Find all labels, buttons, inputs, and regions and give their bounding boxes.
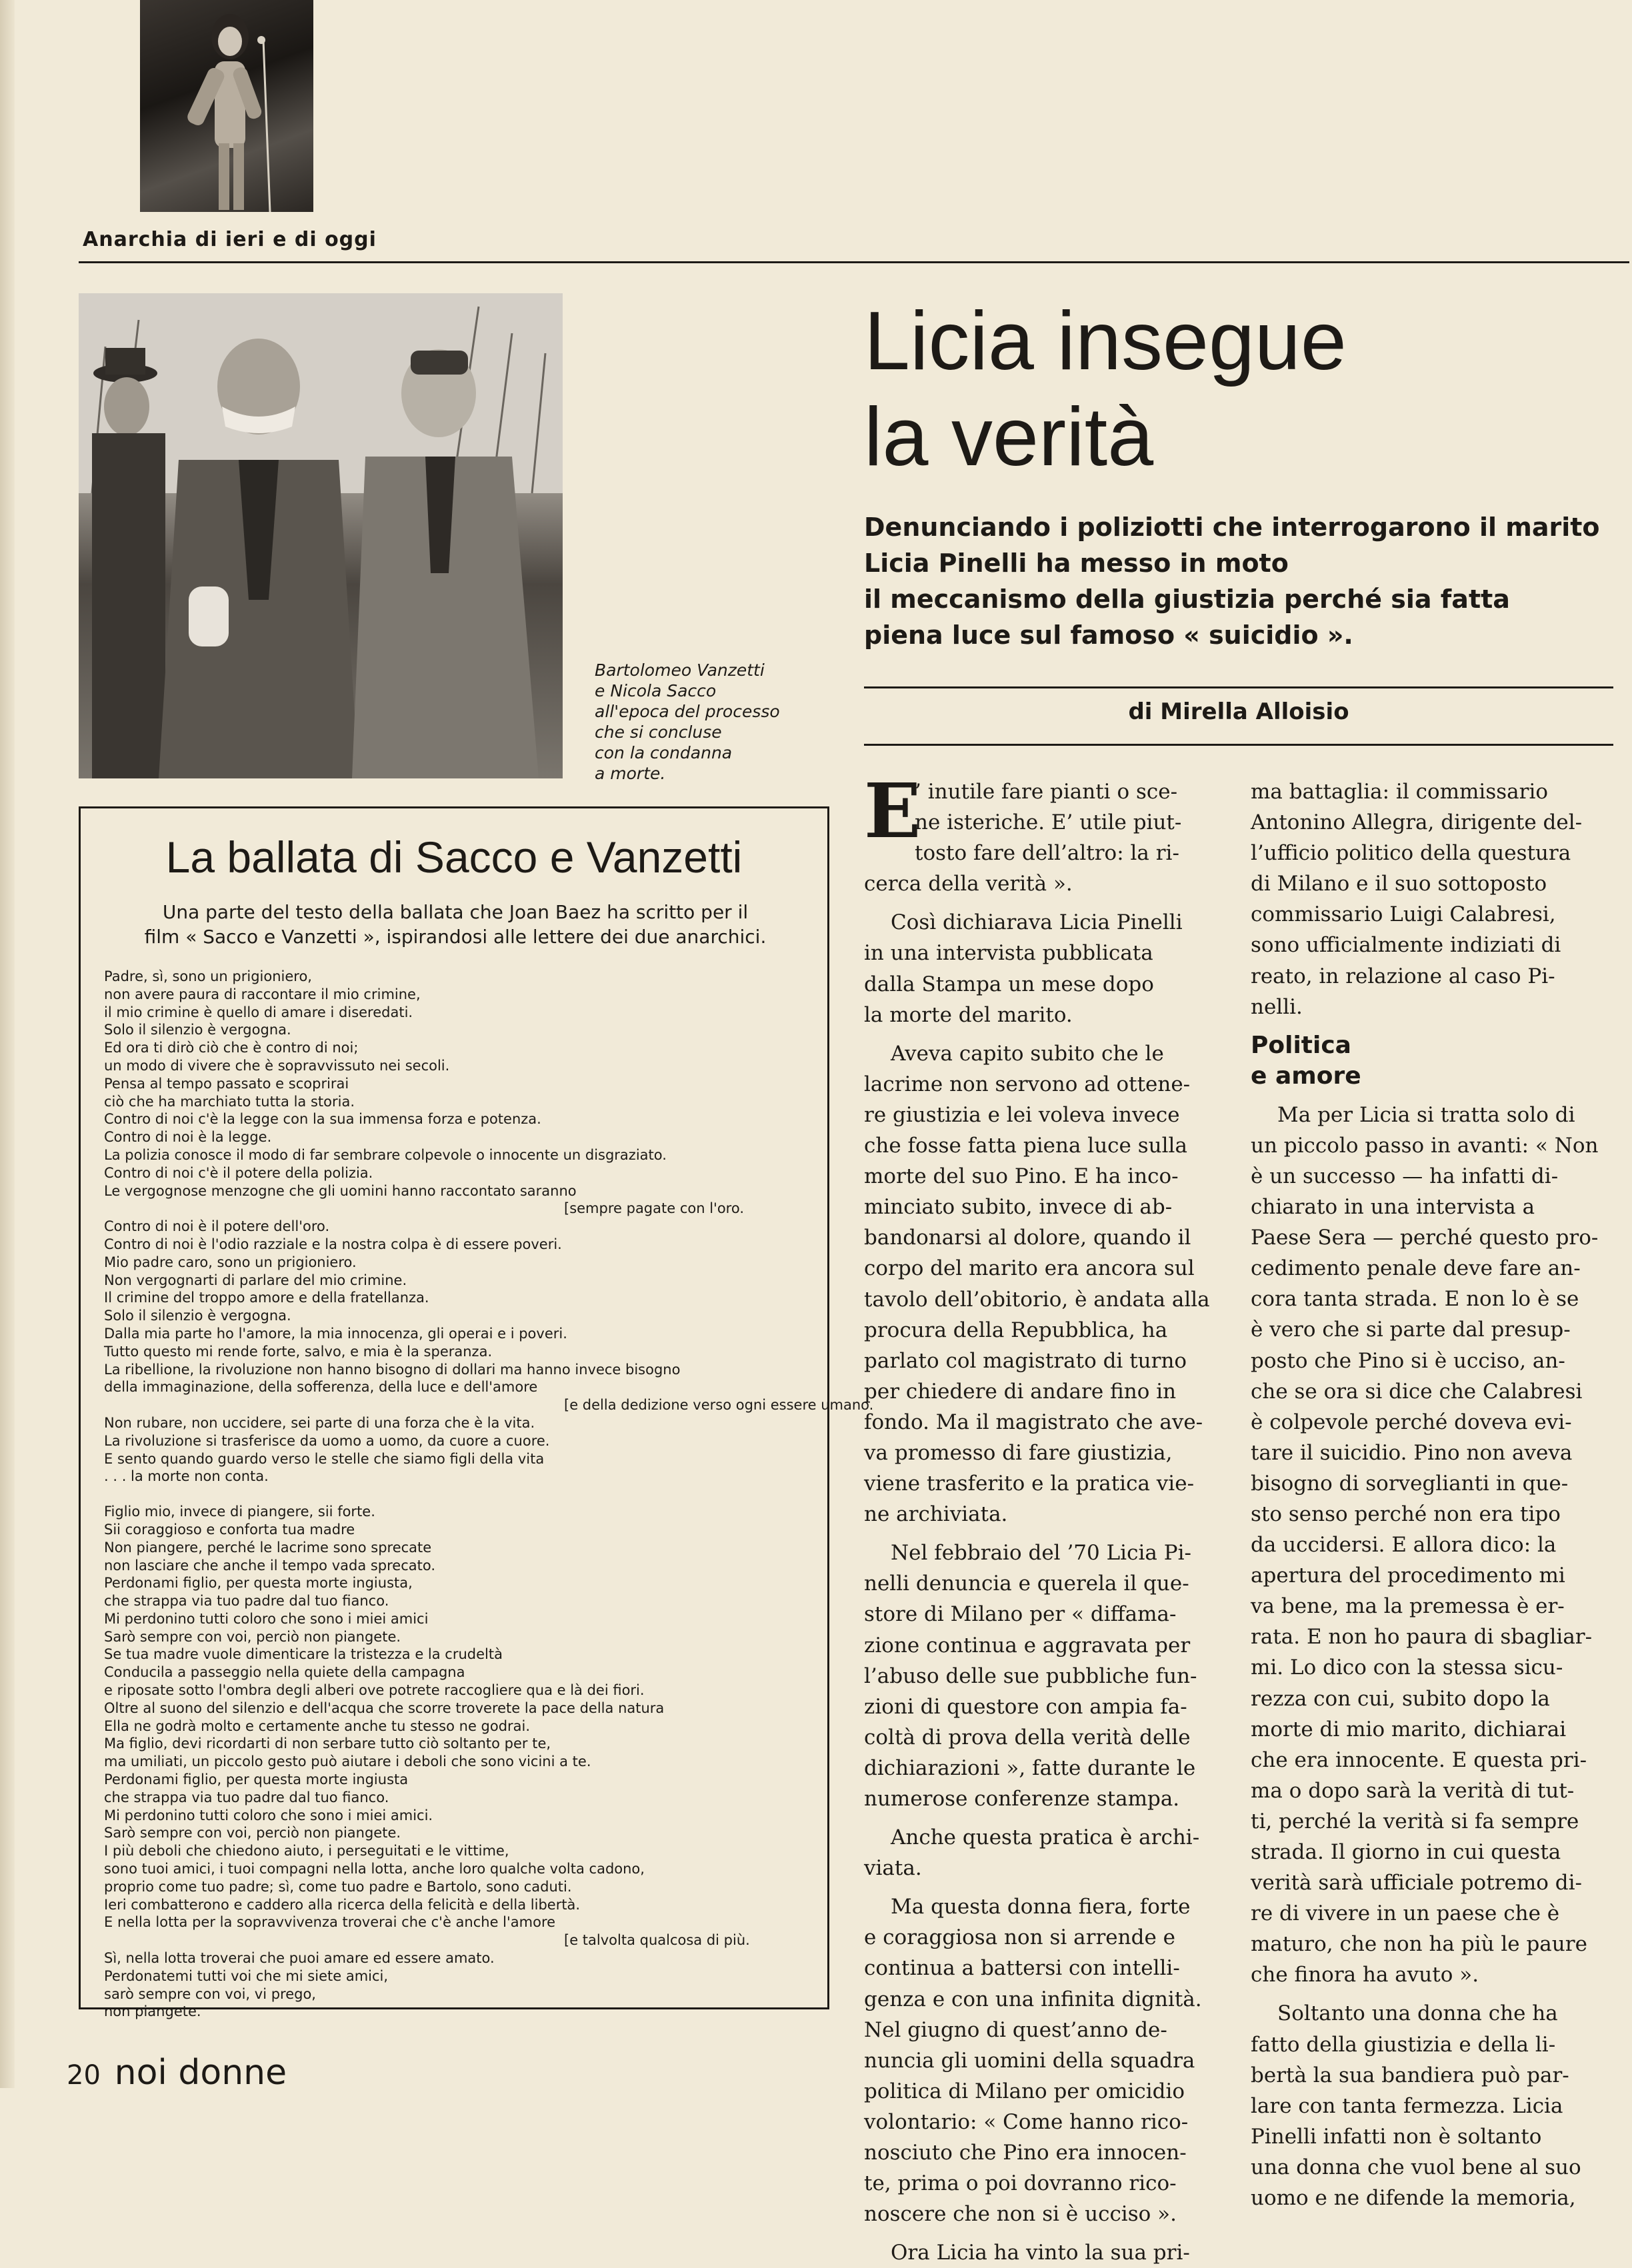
body-line: numerose conferenze stampa. [864, 1787, 1180, 1811]
byline-rule-bottom [864, 744, 1613, 746]
body-line: ’ inutile fare pianti o sce- [915, 780, 1178, 804]
body-line: ne archiviata. [864, 1502, 1008, 1527]
body-line: volontario: « Come hanno rico- [864, 2109, 1189, 2134]
page-footer [67, 2053, 287, 2093]
deck-line: piena luce sul famoso « suicidio ». [864, 620, 1353, 650]
body-line: ma battaglia: il commissario [1251, 780, 1549, 804]
body-line: viata. [864, 1856, 922, 1881]
body-line: che finora ha avuto ». [1251, 1963, 1479, 1987]
body-line: lacrime non servono ad ottene- [864, 1072, 1191, 1096]
body-line: cedimento penale deve fare an- [1251, 1256, 1581, 1281]
body-line: rezza con cui, subito dopo la [1251, 1686, 1550, 1711]
body-line: commissario Luigi Calabresi, [1251, 902, 1556, 927]
body-line: Ma questa donna fiera, forte [891, 1895, 1191, 1919]
verse-line: ma umiliati, un piccolo gesto può aiutare i deboli che sono vicini a te. [104, 1753, 591, 1770]
body-line: re giustizia e lei voleva invece [864, 1102, 1180, 1127]
body-line: nelli denuncia e querela il que- [864, 1572, 1189, 1596]
verse-line: Mio padre caro, sono un prigioniero. [104, 1254, 357, 1270]
paragraph-gap [1251, 1022, 1624, 1030]
verse-line: ciò che ha marchiato tutta la storia. [104, 1093, 355, 1110]
deck-line: Denunciando i poliziotti che interrogarono il marito [864, 513, 1600, 542]
verse-line: Solo il silenzio è vergogna. [104, 1022, 291, 1038]
paragraph-gap [864, 1030, 1237, 1038]
verse-line: Padre, sì, sono un prigioniero, [104, 968, 312, 984]
body-line: fondo. Ma il magistrato che ave- [864, 1410, 1203, 1434]
paragraph-gap [864, 2229, 1237, 2237]
verse-line: Oltre al suono del silenzio e dell'acqua che scorre troverete la pace della natura [104, 1700, 665, 1716]
stanza-gap [104, 1486, 812, 1503]
body-line: reato, in relazione al caso Pi- [1251, 964, 1555, 988]
subhead-line: Politica [1251, 1031, 1351, 1059]
verse-line: La rivoluzione si trasferisce da uomo a uomo, da cuore a cuore. [104, 1432, 550, 1449]
verse-line: Ma figlio, devi ricordarti di non serbare tutto ciò soltanto per te, [104, 1735, 551, 1752]
verse-line: E nella lotta per la sopravvivenza troverai che c'è anche l'amore [104, 1914, 556, 1931]
body-line: va promesso di fare giustizia, [864, 1440, 1173, 1465]
body-line: morte del suo Pino. E ha inco- [864, 1164, 1179, 1189]
caption-line: e Nicola Sacco [595, 681, 717, 700]
body-line: da uccidersi. E allora dico: la [1251, 1533, 1557, 1558]
verse-line: [sempre pagate con l'oro. [564, 1200, 744, 1217]
verse-line: Tutto questo mi rende forte, salvo, e mia è la speranza. [104, 1343, 493, 1360]
verse-line: Se tua madre vuole dimenticare la tristezza e la crudeltà [104, 1646, 503, 1663]
verse-line: Sì, nella lotta troverai che puoi amare ed essere amato. [104, 1950, 495, 1967]
body-line: Paese Sera — perché questo pro- [1251, 1226, 1599, 1250]
verse-line: sarò sempre con voi, vi prego, [104, 1985, 316, 2002]
body-line: lare con tanta fermezza. Licia [1251, 2093, 1563, 2118]
singer-photo-drawing [140, 0, 313, 212]
verse-line: Dalla mia parte ho l'amore, la mia innocenza, gli operai e i poveri. [104, 1325, 567, 1342]
verse-line: Non vergognarti di parlare del mio crimine. [104, 1272, 407, 1288]
verse-line: Ella ne godrà molto e certamente anche tu stesso ne godrai. [104, 1717, 531, 1734]
verse-line: il mio crimine è quello di amare i diseredati. [104, 1004, 413, 1020]
byline: di Mirella Alloisio [1128, 698, 1349, 725]
verse-line: Pensa al tempo passato e scoprirai [104, 1075, 349, 1092]
verse-line: Contro di noi è la legge. [104, 1129, 272, 1146]
caption-line: all'epoca del processo [595, 702, 780, 721]
body-line: minciato subito, invece di ab- [864, 1195, 1173, 1220]
verse-line: La polizia conosce il modo di far sembrare colpevole o innocente un disgraziato. [104, 1146, 667, 1163]
verse-line: Le vergognose menzogne che gli uomini hanno raccontato saranno [104, 1182, 577, 1199]
verse-line: E sento quando guardo verso le stelle che siamo figli della vita [104, 1450, 545, 1467]
body-line: è un successo — ha infatti di- [1251, 1164, 1559, 1188]
body-line: uomo e ne difende la memoria, [1251, 2186, 1576, 2211]
verse-line: Ieri combatterono e caddero alla ricerca della felicità e della libertà. [104, 1896, 581, 1913]
verse-line: Solo il silenzio è vergogna. [104, 1308, 291, 1324]
verse-line: proprio come tuo padre; sì, come tuo padre e Bartolo, sono caduti. [104, 1878, 572, 1895]
verse-line: Ed ora ti dirò ciò che è contro di noi; [104, 1040, 359, 1056]
verse-line: Mi perdonino tutti coloro che sono i miei amici [104, 1610, 429, 1627]
body-line: continua a battersi con intelli- [864, 1956, 1180, 1981]
body-line: store di Milano per « diffama- [864, 1602, 1177, 1627]
ballad-title: La ballata di Sacco e Vanzetti [165, 832, 743, 882]
body-line: nosciuto che Pino era innocen- [864, 2141, 1187, 2165]
body-line: ne isteriche. E’ utile piut- [915, 810, 1182, 835]
ballad-intro-line: film « Sacco e Vanzetti », ispirandosi alle lettere dei due anarchici. [144, 926, 767, 948]
caption-line: a morte. [595, 764, 666, 783]
article-column-1 [864, 768, 1237, 2268]
verse-line: [e talvolta qualcosa di più. [564, 1932, 750, 1949]
verse-line: Perdonami figlio, per questa morte ingiusta, [104, 1575, 413, 1592]
verse-line: Contro di noi è il potere dell'oro. [104, 1218, 330, 1235]
verse-line: Sarò sempre con voi, perciò non piangete. [104, 1825, 401, 1841]
body-line: che se ora si dice che Calabresi [1251, 1379, 1583, 1404]
body-line: tavolo dell’obitorio, è andata alla [864, 1287, 1210, 1312]
headline-line: Licia insegue [864, 295, 1347, 387]
body-line: apertura del procedimento mi [1251, 1564, 1565, 1588]
deck [864, 509, 1611, 653]
body-line: cora tanta strada. E non lo è se [1251, 1287, 1579, 1312]
body-line: ma o dopo sarà la verità di tut- [1251, 1778, 1575, 1803]
body-line: di Milano e il suo sottoposto [1251, 872, 1547, 896]
body-line: nuncia gli uomini della squadra [864, 2048, 1195, 2073]
paragraph-gap [864, 1883, 1237, 1891]
body-line: bertà la sua bandiera può par- [1251, 2063, 1569, 2087]
singer-photo [140, 0, 313, 212]
ballad-intro-line: Una parte del testo della ballata che Joan Baez ha scritto per il [162, 901, 749, 923]
verse-line: Figlio mio, invece di piangere, sii forte. [104, 1504, 375, 1520]
verse-line: Mi perdonino tutti coloro che sono i miei amici. [104, 1807, 433, 1823]
body-line: Così dichiarava Licia Pinelli [891, 910, 1183, 935]
verse-line: . . . la morte non conta. [104, 1468, 269, 1485]
body-line: la morte del marito. [864, 1002, 1073, 1027]
body-line: Nel giugno di quest’anno de- [864, 2017, 1167, 2042]
paragraph-gap [1251, 1092, 1624, 1100]
body-line: genza e con una infinita dignità. [864, 1987, 1202, 2011]
body-line: coltà di prova della verità delle [864, 1725, 1191, 1749]
body-line: l’ufficio politico della questura [1251, 841, 1571, 866]
body-line: mi. Lo dico con la stessa sicu- [1251, 1656, 1563, 1680]
body-line: viene trasferito e la pratica vie- [864, 1472, 1195, 1496]
body-line: politica di Milano per omicidio [864, 2079, 1185, 2103]
body-line: sto senso perché non era tipo [1251, 1502, 1561, 1526]
paragraph-gap [864, 899, 1237, 907]
body-line: bandonarsi al dolore, quando il [864, 1226, 1191, 1250]
verse-line: Contro di noi c'è la legge con la sua immensa forza e potenza. [104, 1111, 541, 1128]
body-line: che fosse fatta piena luce sulla [864, 1134, 1187, 1158]
deck-line: il meccanismo della giustizia perché sia fatta [864, 584, 1510, 614]
verse-line: non lasciare che anche il tempo vada sprecato. [104, 1557, 436, 1574]
body-line: tosto fare dell’altro: la ri- [915, 841, 1179, 866]
body-line: verità sarà ufficiale potremo di- [1251, 1871, 1582, 1895]
body-line: Aveva capito subito che le [891, 1041, 1164, 1066]
body-line: in una intervista pubblicata [864, 941, 1153, 966]
verse-line: non piangete. [104, 2003, 201, 2020]
byline-rule-top [864, 686, 1613, 688]
drop-cap: E [864, 768, 921, 855]
body-line: una donna che vuol bene al suo [1251, 2155, 1581, 2179]
body-line: per chiedere di andare fino in [864, 1379, 1177, 1404]
verse-line: che strappa via tuo padre dal tuo fianco. [104, 1789, 389, 1805]
body-line: fatto della giustizia e della li- [1251, 2032, 1556, 2057]
verse-line: Non rubare, non uccidere, sei parte di una forza che è la vita. [104, 1414, 535, 1431]
subhead-line: e amore [1251, 1062, 1361, 1090]
deck-line: Licia Pinelli ha messo in moto [864, 549, 1289, 578]
ballad-verses [104, 968, 874, 2021]
body-line: cerca della verità ». [864, 872, 1073, 896]
paragraph-gap [864, 1814, 1237, 1822]
caption-line: Bartolomeo Vanzetti [595, 660, 765, 680]
body-line: zione continua e aggravata per [864, 1633, 1191, 1658]
verse-line: un modo di vivere che è sopravvissuto nei secoli. [104, 1057, 450, 1074]
ballad-intro [99, 900, 812, 949]
verse-line: Perdonatemi tutti voi che mi siete amici, [104, 1967, 389, 1984]
page-number: 20 [67, 2060, 101, 2091]
body-line: un piccolo passo in avanti: « Non [1251, 1133, 1599, 1158]
body-line: morte di mio marito, dichiarai [1251, 1717, 1567, 1741]
body-line: rata. E non ho paura di sbagliar- [1251, 1625, 1593, 1650]
verse-line: [e della dedizione verso ogni essere umano. [564, 1397, 874, 1414]
verse-line: Conducila a passeggio nella quiete della campagna [104, 1664, 465, 1681]
body-line: tare il suicidio. Pino non aveva [1251, 1440, 1573, 1465]
verse-line: e riposate sotto l'ombra degli alberi ove potrete raccogliere qua e là dei fiori. [104, 1682, 645, 1699]
body-line: Antonino Allegra, dirigente del- [1251, 810, 1583, 835]
body-line: dalla Stampa un mese dopo [864, 972, 1154, 996]
body-line: parlato col magistrato di turno [864, 1348, 1187, 1373]
body-line: nelli. [1251, 994, 1303, 1019]
body-line: Ora Licia ha vinto la sua pri- [891, 2241, 1190, 2265]
verse-line: sono tuoi amici, i tuoi compagni nella lotta, anche loro qualche volta cadono, [104, 1861, 645, 1877]
body-line: è vero che si parte dal presup- [1251, 1318, 1571, 1342]
verse-line: I più deboli che chiedono aiuto, i perseguitati e le vittime, [104, 1843, 509, 1859]
body-line: noscere che non si è ucciso ». [864, 2202, 1177, 2227]
sacco-vanzetti-photo [79, 293, 563, 778]
body-line: Ma per Licia si tratta solo di [1277, 1102, 1575, 1127]
body-line: sono ufficialmente indiziati di [1251, 933, 1561, 958]
body-line: re di vivere in un paese che è [1251, 1901, 1560, 1926]
verse-line: La ribellione, la rivoluzione non hanno bisogno di dollari ma hanno invece bisogno [104, 1361, 681, 1378]
paragraph-gap [864, 1530, 1237, 1538]
body-line: zioni di questore con ampia fa- [864, 1694, 1187, 1719]
page-edge [0, 0, 15, 2088]
body-line: bisogno di sorveglianti in que- [1251, 1471, 1569, 1496]
body-line: Nel febbraio del ’70 Licia Pi- [891, 1541, 1191, 1566]
verse-line: non avere paura di raccontare il mio crimine, [104, 986, 421, 1002]
verse-line: Il crimine del troppo amore e della fratellanza. [104, 1290, 429, 1306]
headline-line: la verità [864, 391, 1154, 483]
body-line: ti, perché la verità si fa sempre [1251, 1809, 1579, 1833]
body-line: corpo del marito era ancora sul [864, 1256, 1195, 1281]
body-line: e coraggiosa non si arrende e [864, 1925, 1175, 1950]
caption-line: che si concluse [595, 722, 722, 742]
body-line: procura della Repubblica, ha [864, 1318, 1168, 1342]
caption-line: con la condanna [595, 743, 733, 762]
section-rule [79, 261, 1629, 263]
verse-line: Sarò sempre con voi, perciò non piangete. [104, 1628, 401, 1645]
body-line: strada. Il giorno in cui questa [1251, 1840, 1561, 1864]
body-line: che era innocente. E questa pri- [1251, 1747, 1587, 1772]
body-line: chiarato in una intervista a [1251, 1195, 1535, 1220]
section-label: Anarchia di ieri e di oggi [83, 228, 377, 251]
paragraph-gap [1251, 1990, 1624, 1998]
verse-line: che strappa via tuo padre dal tuo fianco. [104, 1593, 389, 1610]
article-column-2 [1251, 776, 1624, 2213]
body-line: Soltanto una donna che ha [1277, 2001, 1558, 2026]
body-line: dichiarazioni », fatte durante le [864, 1755, 1196, 1780]
sacco-vanzetti-photo-drawing [79, 293, 563, 778]
magazine-name: noi donne [114, 2053, 287, 2093]
body-line: l’abuso delle sue pubbliche fun- [864, 1664, 1197, 1688]
verse-line: Contro di noi c'è il potere della polizia. [104, 1164, 373, 1181]
photo-caption [595, 660, 795, 784]
body-line: è colpevole perché doveva evi- [1251, 1410, 1572, 1434]
body-line: posto che Pino si è ucciso, an- [1251, 1348, 1565, 1373]
body-line: Pinelli infatti non è soltanto [1251, 2124, 1542, 2149]
verse-line: Contro di noi è l'odio razziale e la nostra colpa è di essere poveri. [104, 1236, 562, 1252]
body-line: va bene, ma la premessa è er- [1251, 1594, 1565, 1619]
verse-line: Sii coraggioso e conforta tua madre [104, 1521, 355, 1538]
body-line: Anche questa pratica è archi- [891, 1825, 1200, 1850]
verse-line: Non piangere, perché le lacrime sono sprecate [104, 1539, 432, 1556]
verse-line: Perdonami figlio, per questa morte ingiusta [104, 1771, 409, 1788]
body-line: te, prima o poi dovranno rico- [864, 2171, 1177, 2196]
verse-line: della immaginazione, della sofferenza, della luce e dell'amore [104, 1379, 538, 1396]
body-line: maturo, che non ha più le paure [1251, 1932, 1587, 1957]
headline [864, 293, 1611, 485]
